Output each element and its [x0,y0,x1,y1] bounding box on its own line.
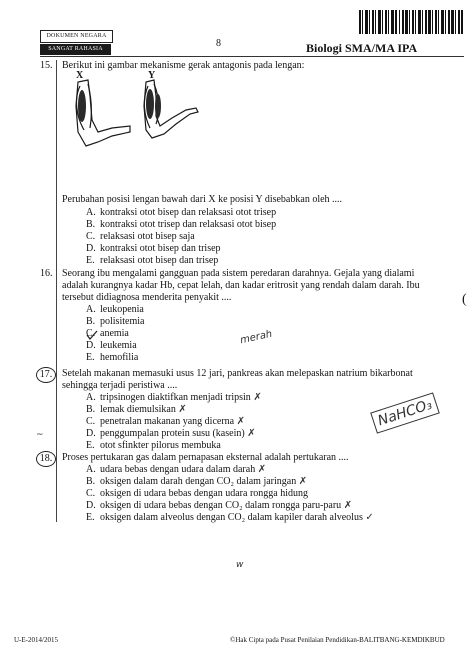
margin-line [56,60,57,522]
question-17-options [86,392,262,452]
option-b[interactable]: B. polisitemia [86,316,145,327]
figure-label-x: X [76,70,84,81]
doodle-mark-icon: w [236,560,244,570]
handwritten-note-nahco3: NaHCO₃ [370,392,440,433]
secrecy-stamp: SANGAT RAHASIA [40,44,111,55]
option-d[interactable]: D. penggumpalan protein susu (kasein) ✗ [86,428,256,439]
option-c[interactable]: C. oksigen di udara bebas dengan udara rongga hidung [86,488,308,499]
question-15-number: 15. [40,60,53,71]
page-number: 8 [216,38,221,49]
figure-label-y: Y [148,70,156,81]
header-divider [40,56,464,57]
question-18-options [86,464,374,524]
option-b[interactable]: B. kontraksi otot trisep dan relaksasi otot bisep [86,219,277,230]
barcode-icon [359,10,463,34]
cross-mark-icon: ✗ [253,392,262,403]
option-e[interactable]: E. otot sfinkter pilorus membuka [86,440,221,451]
margin-bracket-icon: ( [462,292,467,307]
option-e[interactable]: E. oksigen dalam alveolus dengan CO₂ dalam kapiler darah alveolus ✓ [86,512,374,523]
option-a[interactable]: A. leukopenia [86,304,144,315]
handwritten-note-merah: merah [239,328,274,347]
question-18-stem: Proses pertukaran gas dalam pernapasan eksternal adalah pertukaran .... [62,452,349,463]
subject-title: Biologi SMA/MA IPA [306,41,418,55]
copyright-text: ©Hak Cipta pada Pusat Penilaian Pendidikan-BALITBANG-KEMDIKBUD [230,636,445,644]
question-15-options [86,207,276,267]
arm-muscle-figure [72,76,202,168]
cross-mark-icon: ✗ [247,428,256,439]
question-16-stem: Seorang ibu mengalami gangguan pada sistem peredaran darahnya. Gejala yang dialami adalah kurangnya kadar Hb, cepat lelah, dan kadar eritrosit yang rendah dalam darah. Ibu tersebut didiagnosa menderita penyakit .... [62,268,420,303]
check-mark-icon: ✓ [365,512,374,523]
option-e[interactable]: E. relaksasi otot bisep dan trisep [86,255,219,266]
cross-mark-icon: ✗ [257,464,267,475]
check-mark-icon [86,327,98,337]
cross-mark-icon: ✗ [178,404,187,415]
question-17-number: 17. [36,367,56,383]
option-d[interactable]: D. leukemia [86,340,137,351]
option-b[interactable]: B. lemak diemulsikan ✗ [86,404,187,415]
option-c[interactable]: C. anemia [86,328,129,339]
option-c[interactable]: C. relaksasi otot bisep saja [86,231,195,242]
option-e[interactable]: E. hemofilia [86,352,139,363]
option-a[interactable]: A. kontraksi otot bisep dan relaksasi otot trisep [86,207,277,218]
option-a[interactable]: A. udara bebas dengan udara dalam darah ✗ [86,464,267,475]
cross-mark-icon: ✗ [236,416,245,427]
question-15-stem: Berikut ini gambar mekanisme gerak antagonis pada lengan: [62,60,305,71]
question-15-prompt: Perubahan posisi lengan bawah dari X ke posisi Y disebabkan oleh .... [62,194,343,205]
option-d[interactable]: D. oksigen di udara bebas dengan CO₂ dalam rongga paru-paru ✗ [86,500,353,511]
question-18-number: 18. [36,451,56,467]
cross-mark-icon: ✗ [298,476,308,487]
cross-mark-icon: ✗ [343,500,353,511]
option-c[interactable]: C. penetralan makanan yang dicerna ✗ [86,416,245,427]
option-b[interactable]: B. oksigen dalam darah dengan CO₂ dalam jaringan ✗ [86,476,308,487]
classification-stamp: DOKUMEN NEGARA [40,30,113,43]
question-17-stem: Setelah makanan memasuki usus 12 jari, pankreas akan melepaskan natrium bikarbonat sehingga terjadi peristiwa .... [62,368,413,391]
option-d[interactable]: D. kontraksi otot bisep dan trisep [86,243,221,254]
exam-code: U-E-2014/2015 [14,636,58,644]
question-16-number: 16. [40,268,53,279]
option-a[interactable]: A. tripsinogen diaktifkan menjadi tripsin ✗ [86,392,262,403]
doodle-mark-icon: ~ [36,430,44,440]
